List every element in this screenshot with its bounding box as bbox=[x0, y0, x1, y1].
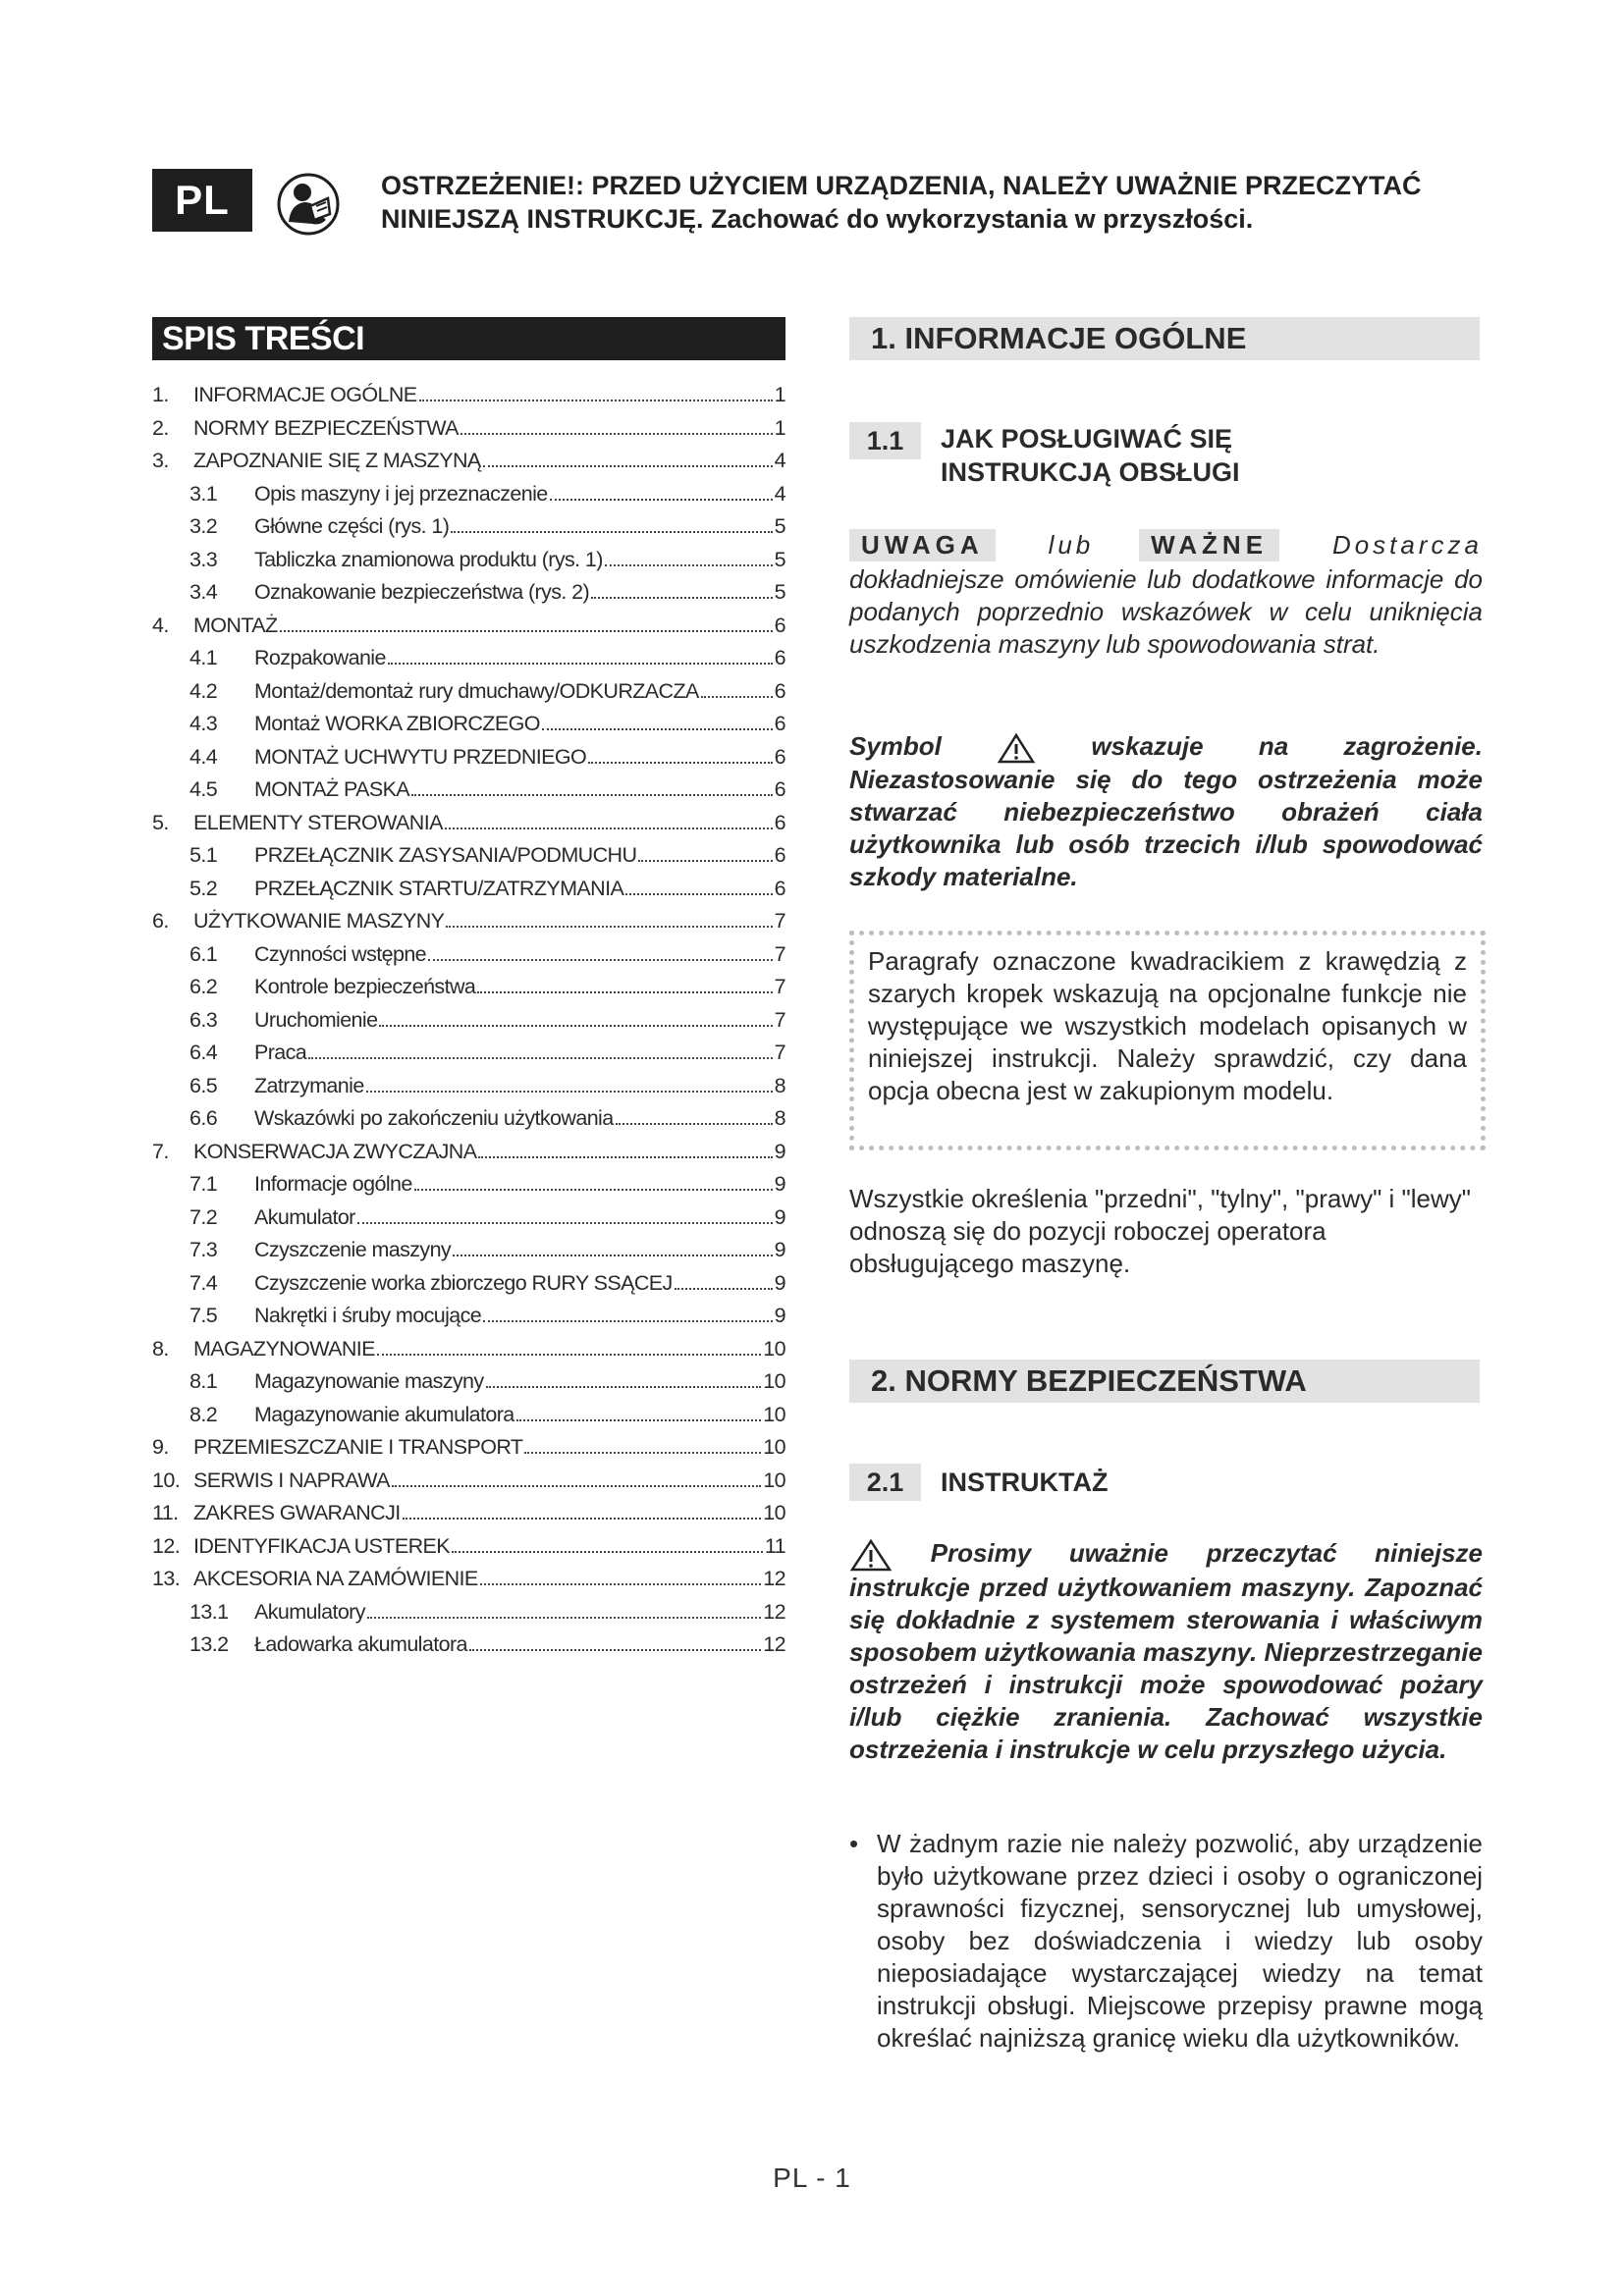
toc-leader-dots bbox=[524, 1452, 761, 1454]
toc-leader-dots bbox=[411, 794, 773, 796]
toc-entry-number: 3.4 bbox=[189, 580, 218, 604]
section1-heading: 1. INFORMACJE OGÓLNE bbox=[849, 317, 1480, 360]
toc-entry bbox=[152, 614, 785, 647]
toc-entry-number: 7.4 bbox=[189, 1270, 218, 1295]
optional-feature-text: Paragrafy oznaczone kwadracikiem z krawędzią z szarych kropek wskazują na opcjonalne funkcje nie występujące we wszystkich modelach opisanych w niniejszej instrukcji. Należy sprawdzić, czy dana opcja obecna jest w zakupionym modelu. bbox=[868, 946, 1467, 1105]
toc-entry-title: PRZEMIESZCZANIE I TRANSPORT bbox=[193, 1435, 523, 1459]
toc-title: SPIS TREŚCI bbox=[152, 317, 785, 360]
toc-entry bbox=[152, 1205, 785, 1239]
toc-leader-dots bbox=[367, 1617, 761, 1619]
safety-bullet-list bbox=[849, 1828, 1483, 2055]
toc-entry-number: 12. bbox=[152, 1533, 181, 1558]
toc-entry bbox=[152, 1468, 785, 1502]
section2-1-number: 2.1 bbox=[849, 1464, 921, 1501]
toc-entry-title: Akumulator bbox=[254, 1204, 355, 1229]
toc-entry-number: 13.1 bbox=[189, 1599, 229, 1624]
toc-entry-page: 10 bbox=[763, 1336, 785, 1361]
toc-entry-title: ZAPOZNANIE SIĘ Z MASZYNĄ bbox=[193, 449, 481, 472]
toc-entry-title: Magazynowanie akumulatora bbox=[254, 1402, 514, 1426]
toc-entry-page: 6 bbox=[774, 646, 785, 669]
toc-entry-number: 4. bbox=[152, 613, 169, 637]
uwaga-text: dokładniejsze omówienie lub dodatkowe informacje do podanych poprzednio wskazówek w celu uniknięcia uszkodzenia maszyny lub spowodowania strat. bbox=[849, 564, 1483, 659]
toc-entry-number: 7.3 bbox=[189, 1238, 218, 1261]
toc-entry-page: 6 bbox=[774, 777, 785, 801]
toc-entry-page: 6 bbox=[774, 810, 785, 834]
toc-entry-title: MONTAŻ bbox=[193, 613, 278, 637]
wazne-tag: WAŻNE bbox=[1139, 529, 1279, 561]
toc-leader-dots bbox=[591, 597, 773, 599]
toc-entry-number: 5.2 bbox=[189, 876, 218, 900]
toc-entry-number: 4.5 bbox=[189, 777, 218, 801]
instruction-warning-text: Prosimy uważnie przeczytać niniejsze instrukcje przed użytkowaniem maszyny. Zapoznać się dokładnie z systemem sterowania i właściwym sposobem użytkowania maszyny. Nieprzestrzeganie ostrzeżeń i instrukcji może spowodować pożary i/lub ciężkie zranienia. Zachować wszystkie ostrzeżenia i instrukcje w celu przyszłego użycia. bbox=[849, 1538, 1483, 1765]
toc-entry-title: Tabliczka znamionowa produktu (rys. 1) bbox=[254, 547, 603, 571]
toc-entry-page: 7 bbox=[774, 975, 785, 998]
toc-entry-page: 6 bbox=[774, 712, 785, 735]
toc-entry bbox=[152, 1008, 785, 1041]
toc-entry-number: 6.3 bbox=[189, 1007, 218, 1032]
toc-entry bbox=[152, 1172, 785, 1205]
toc-entry bbox=[152, 1534, 785, 1568]
section1-1-title-line1: JAK POSŁUGIWAĆ SIĘ bbox=[941, 424, 1233, 454]
toc-entry-title: ELEMENTY STEROWANIA bbox=[193, 810, 443, 834]
toc-entry-page: 12 bbox=[763, 1567, 785, 1590]
toc-entry-page: 11 bbox=[764, 1533, 785, 1558]
toc-entry bbox=[152, 383, 785, 416]
list-item: • W żadnym razie nie należy pozwolić, aby urządzenie było użytkowane przez dzieci i osoby o ograniczonej sprawności fizycznej, sensorycznej lub umysłowej, osoby bez doświadczenia i wiedzy lub osoby nieposiadające wystarczającej wiedzy na temat instrukcji obsługi. Miejscowe przepisy prawne mogą określać najniższą granicę wieku dla użytkowników. bbox=[849, 1828, 1483, 2055]
symbol-paragraph bbox=[849, 730, 1483, 893]
toc-entry bbox=[152, 514, 785, 548]
toc-leader-dots bbox=[377, 1354, 761, 1356]
toc-entry bbox=[152, 712, 785, 745]
toc-entry-page: 9 bbox=[774, 1139, 785, 1163]
toc-entry-number: 8. bbox=[152, 1336, 169, 1361]
toc-entry-title: Czynności wstępne bbox=[254, 941, 427, 966]
toc-entry bbox=[152, 449, 785, 482]
toc-entry bbox=[152, 777, 785, 811]
toc-entry-page: 1 bbox=[774, 415, 785, 440]
toc-entry-page: 4 bbox=[774, 481, 785, 506]
header-warning-line2: NINIEJSZĄ INSTRUKCJĘ. Zachować do wykorzystania w przyszłości. bbox=[381, 204, 1254, 234]
toc-entry bbox=[152, 1041, 785, 1074]
toc-entry-title: Magazynowanie maszyny bbox=[254, 1369, 484, 1393]
toc-entry bbox=[152, 1369, 785, 1403]
toc-leader-dots bbox=[357, 1222, 773, 1224]
toc-entry-number: 3.3 bbox=[189, 547, 218, 571]
toc-leader-dots bbox=[625, 893, 772, 895]
read-manual-icon bbox=[277, 173, 340, 236]
warning-triangle-icon bbox=[849, 1538, 893, 1572]
header-warning-line1: OSTRZEŻENIE!: PRZED UŻYCIEM URZĄDZENIA, NALEŻY UWAŻNIE PRZECZYTAĆ bbox=[381, 171, 1422, 200]
toc-entry-number: 8.2 bbox=[189, 1402, 218, 1426]
toc-entry-title: Montaż/demontaż rury dmuchawy/ODKURZACZA bbox=[254, 678, 699, 703]
warning-triangle-icon bbox=[997, 732, 1036, 764]
toc-entry bbox=[152, 1632, 785, 1666]
toc-entry-page: 10 bbox=[763, 1468, 785, 1492]
toc-entry-title: Opis maszyny i jej przeznaczenie bbox=[254, 481, 548, 506]
toc-entry-number: 3. bbox=[152, 449, 169, 472]
toc-entry-page: 10 bbox=[763, 1402, 785, 1426]
toc-leader-dots bbox=[483, 465, 773, 467]
toc-entry-number: 6.2 bbox=[189, 975, 218, 998]
toc-entry-title: PRZEŁĄCZNIK ZASYSANIA/PODMUCHU bbox=[254, 843, 637, 867]
toc-entry-number: 9. bbox=[152, 1435, 169, 1459]
lub-text: lub bbox=[1048, 529, 1095, 560]
toc-entry-page: 7 bbox=[774, 941, 785, 966]
toc-leader-dots bbox=[460, 433, 773, 435]
toc-leader-dots bbox=[605, 564, 773, 566]
toc-entry-title: IDENTYFIKACJA USTEREK bbox=[193, 1533, 450, 1558]
toc-entry-title: Nakrętki i śruby mocujące bbox=[254, 1304, 482, 1327]
toc-entry bbox=[152, 1304, 785, 1337]
toc-entry-number: 10. bbox=[152, 1468, 181, 1492]
symbol-pre: Symbol bbox=[849, 731, 942, 761]
toc-leader-dots bbox=[419, 400, 773, 401]
section2-1-title: INSTRUKTAŻ bbox=[941, 1468, 1109, 1497]
toc-entry-title: Czyszczenie maszyny bbox=[254, 1238, 452, 1261]
toc-entry-number: 3.1 bbox=[189, 481, 218, 506]
toc-entry bbox=[152, 843, 785, 877]
toc-entry-number: 7.1 bbox=[189, 1172, 218, 1196]
toc-leader-dots bbox=[616, 1123, 773, 1125]
toc-entry-title: MAGAZYNOWANIE bbox=[193, 1336, 375, 1361]
toc-entry-number: 4.3 bbox=[189, 712, 218, 735]
optional-feature-box bbox=[849, 931, 1486, 1150]
toc-leader-dots bbox=[550, 499, 773, 501]
toc-entry-page: 9 bbox=[774, 1204, 785, 1229]
toc-entry-title: Praca bbox=[254, 1041, 307, 1064]
toc-entry-page: 8 bbox=[774, 1073, 785, 1097]
toc-entry-page: 7 bbox=[774, 909, 785, 933]
toc-entry-number: 5.1 bbox=[189, 843, 218, 867]
toc-entry-number: 3.2 bbox=[189, 514, 218, 538]
toc-entry-number: 8.1 bbox=[189, 1369, 218, 1393]
toc-leader-dots bbox=[366, 1091, 773, 1093]
uwaga-tag: UWAGA bbox=[849, 529, 996, 561]
toc-leader-dots bbox=[453, 1255, 773, 1256]
toc-entry-number: 4.1 bbox=[189, 646, 218, 669]
toc-entry bbox=[152, 1567, 785, 1600]
toc-entry-page: 9 bbox=[774, 1172, 785, 1196]
toc-leader-dots bbox=[445, 828, 773, 829]
section1-1-title-line2: INSTRUKCJĄ OBSŁUGI bbox=[941, 457, 1240, 487]
dostarcza-text: Dostarcza bbox=[1331, 529, 1483, 560]
page-number: PL - 1 bbox=[773, 2163, 851, 2193]
toc-entry-title: Wskazówki po zakończeniu użytkowania bbox=[254, 1106, 614, 1130]
toc-leader-dots bbox=[480, 1583, 762, 1585]
toc-entry bbox=[152, 548, 785, 581]
toc-entry bbox=[152, 416, 785, 450]
toc-entry-number: 13. bbox=[152, 1567, 181, 1590]
toc-entry bbox=[152, 942, 785, 976]
toc-entry-page: 1 bbox=[774, 383, 785, 406]
toc-entry-number: 6.6 bbox=[189, 1106, 218, 1130]
toc-leader-dots bbox=[428, 959, 773, 961]
toc-entry-page: 5 bbox=[774, 580, 785, 604]
uwaga-paragraph bbox=[849, 526, 1483, 661]
toc-entry-number: 2. bbox=[152, 415, 169, 440]
toc-entry bbox=[152, 580, 785, 614]
symbol-text: wskazuje na zagrożenie. Niezastosowanie się do tego ostrzeżenia może stwarzać niebezpieczeństwo obrażeń ciała użytkownika lub osób trzecich i/lub spowodować szkody materialne. bbox=[849, 731, 1483, 892]
toc-entry-page: 10 bbox=[763, 1501, 785, 1524]
toc-entry-page: 6 bbox=[774, 744, 785, 769]
toc-entry bbox=[152, 1600, 785, 1633]
toc-entry-title: SERWIS I NAPRAWA bbox=[193, 1468, 390, 1492]
toc-leader-dots bbox=[542, 728, 773, 730]
toc-entry bbox=[152, 482, 785, 515]
toc-entry-title: MONTAŻ UCHWYTU PRZEDNIEGO bbox=[254, 744, 587, 769]
toc-entry bbox=[152, 975, 785, 1008]
toc-entry bbox=[152, 1435, 785, 1468]
toc-leader-dots bbox=[477, 991, 772, 993]
toc-entry-title: Zatrzymanie bbox=[254, 1073, 364, 1097]
toc-entry-page: 10 bbox=[763, 1435, 785, 1459]
toc-leader-dots bbox=[486, 1386, 762, 1388]
toc-entry bbox=[152, 745, 785, 778]
section1-1-heading bbox=[849, 422, 1240, 489]
toc-entry-title: ZAKRES GWARANCJI bbox=[193, 1501, 401, 1524]
directions-paragraph: Wszystkie określenia "przedni", "tylny", "prawy" i "lewy" odnoszą się do pozycji roboczej operatora obsługującego maszynę. bbox=[849, 1184, 1472, 1278]
toc-leader-dots bbox=[452, 1551, 763, 1553]
toc-entry bbox=[152, 1403, 785, 1436]
toc-entry bbox=[152, 1271, 785, 1305]
toc-entry-title: Ładowarka akumulatora bbox=[254, 1632, 467, 1656]
toc-entry-number: 6.1 bbox=[189, 941, 218, 966]
toc-leader-dots bbox=[280, 630, 773, 632]
toc-leader-dots bbox=[588, 762, 772, 764]
toc-entry bbox=[152, 811, 785, 844]
toc-entry-title: AKCESORIA NA ZAMÓWIENIE bbox=[193, 1567, 478, 1590]
section1-1-number: 1.1 bbox=[849, 422, 921, 459]
toc-entry-number: 11. bbox=[152, 1501, 179, 1524]
toc-entry-page: 9 bbox=[774, 1238, 785, 1261]
toc-entry-page: 5 bbox=[774, 547, 785, 571]
toc-entry-title: MONTAŻ PASKA bbox=[254, 777, 410, 801]
section2-heading: 2. NORMY BEZPIECZEŃSTWA bbox=[849, 1360, 1480, 1403]
toc-entry-title: KONSERWACJA ZWYCZAJNA bbox=[193, 1139, 477, 1163]
toc-leader-dots bbox=[483, 1320, 773, 1322]
table-of-contents bbox=[152, 383, 785, 1666]
toc-entry bbox=[152, 909, 785, 942]
toc-entry-title: Montaż WORKA ZBIORCZEGO bbox=[254, 712, 540, 735]
toc-entry-title: Oznakowanie bezpieczeństwa (rys. 2) bbox=[254, 580, 590, 604]
toc-entry-page: 7 bbox=[774, 1007, 785, 1032]
toc-leader-dots bbox=[308, 1057, 772, 1059]
toc-entry bbox=[152, 1074, 785, 1107]
toc-leader-dots bbox=[701, 696, 773, 698]
toc-leader-dots bbox=[392, 1485, 761, 1487]
toc-entry-page: 8 bbox=[774, 1106, 785, 1130]
toc-entry bbox=[152, 1501, 785, 1534]
toc-entry-page: 9 bbox=[774, 1270, 785, 1295]
toc-entry-title: INFORMACJE OGÓLNE bbox=[193, 383, 417, 406]
toc-entry-title: Informacje ogólne bbox=[254, 1172, 412, 1196]
toc-entry-title: Czyszczenie worka zbiorczego RURY SSĄCEJ bbox=[254, 1270, 673, 1295]
toc-entry-page: 7 bbox=[774, 1041, 785, 1064]
toc-entry bbox=[152, 646, 785, 679]
toc-entry-number: 6. bbox=[152, 909, 169, 933]
toc-entry-title: UŻYTKOWANIE MASZYNY bbox=[193, 909, 445, 933]
toc-leader-dots bbox=[469, 1649, 761, 1651]
toc-entry-page: 4 bbox=[774, 449, 785, 472]
section1-1-title bbox=[941, 422, 1240, 489]
toc-entry-title: Uruchomienie bbox=[254, 1007, 378, 1032]
toc-entry bbox=[152, 1238, 785, 1271]
toc-entry-page: 9 bbox=[774, 1304, 785, 1327]
toc-entry bbox=[152, 1337, 785, 1370]
toc-leader-dots bbox=[379, 1025, 772, 1027]
toc-entry-number: 5. bbox=[152, 810, 169, 834]
toc-entry-page: 5 bbox=[774, 514, 785, 538]
toc-entry-number: 6.4 bbox=[189, 1041, 218, 1064]
toc-entry-page: 6 bbox=[774, 613, 785, 637]
toc-entry bbox=[152, 679, 785, 713]
instruction-warning bbox=[849, 1537, 1483, 1766]
toc-entry-page: 6 bbox=[774, 678, 785, 703]
toc-leader-dots bbox=[638, 860, 772, 862]
toc-entry-title: Akumulatory bbox=[254, 1599, 365, 1624]
language-badge: PL bbox=[152, 169, 252, 232]
toc-entry bbox=[152, 877, 785, 910]
toc-leader-dots bbox=[414, 1189, 773, 1191]
toc-leader-dots bbox=[388, 663, 773, 665]
toc-entry-title: Kontrole bezpieczeństwa bbox=[254, 975, 476, 998]
toc-entry-title: PRZEŁĄCZNIK STARTU/ZATRZYMANIA bbox=[254, 876, 624, 900]
toc-entry-number: 13.2 bbox=[189, 1632, 229, 1656]
toc-entry-number: 7.5 bbox=[189, 1304, 218, 1327]
section2-1-heading bbox=[849, 1464, 1108, 1501]
toc-entry bbox=[152, 1106, 785, 1140]
toc-entry-number: 7. bbox=[152, 1139, 169, 1163]
toc-leader-dots bbox=[478, 1156, 772, 1158]
toc-leader-dots bbox=[451, 531, 772, 533]
toc-leader-dots bbox=[675, 1288, 773, 1290]
toc-entry-page: 6 bbox=[774, 843, 785, 867]
toc-entry-number: 4.2 bbox=[189, 678, 218, 703]
toc-entry-title: Rozpakowanie bbox=[254, 646, 386, 669]
toc-leader-dots bbox=[446, 926, 772, 928]
header-warning bbox=[381, 169, 1510, 236]
toc-entry-number: 6.5 bbox=[189, 1073, 218, 1097]
toc-entry bbox=[152, 1140, 785, 1173]
toc-entry-page: 6 bbox=[774, 876, 785, 900]
toc-entry-page: 12 bbox=[763, 1599, 785, 1624]
toc-entry-page: 10 bbox=[763, 1369, 785, 1393]
toc-entry-page: 12 bbox=[763, 1632, 785, 1656]
toc-entry-number: 1. bbox=[152, 383, 169, 406]
toc-entry-title: NORMY BEZPIECZEŃSTWA bbox=[193, 415, 459, 440]
toc-entry-number: 7.2 bbox=[189, 1204, 218, 1229]
toc-entry-title: Główne części (rys. 1) bbox=[254, 514, 450, 538]
toc-leader-dots bbox=[516, 1419, 762, 1421]
toc-leader-dots bbox=[403, 1518, 762, 1520]
toc-entry-number: 4.4 bbox=[189, 744, 218, 769]
